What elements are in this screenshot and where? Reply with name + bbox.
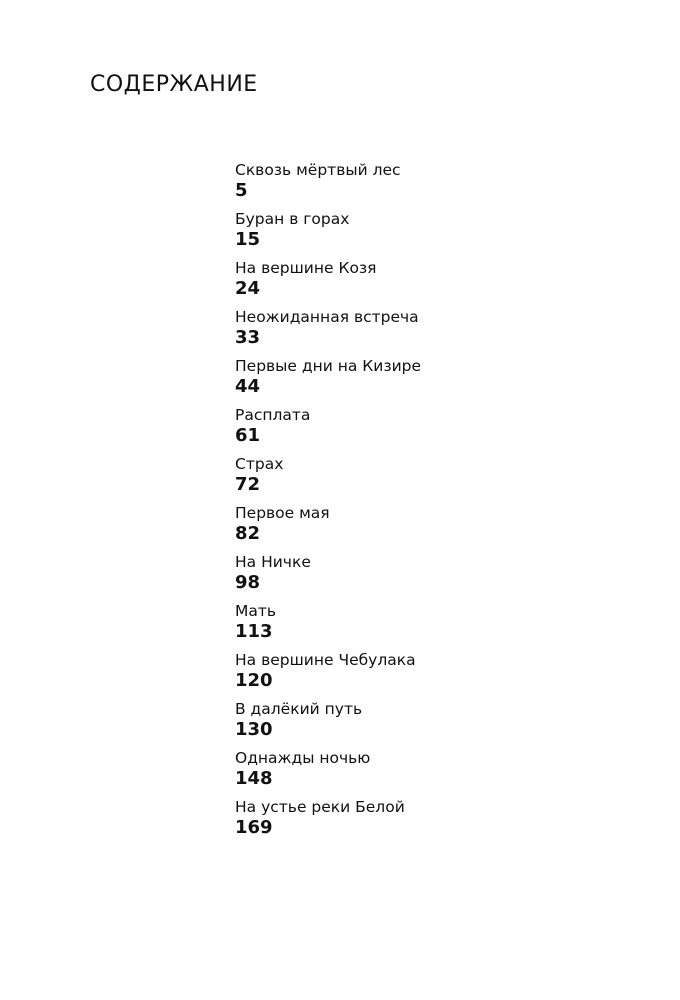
toc-entry bbox=[235, 650, 421, 699]
toc-entry-title: Неожиданная встреча bbox=[235, 308, 419, 326]
toc-entry bbox=[235, 748, 421, 797]
toc-entry-title: На вершине Козя bbox=[235, 259, 377, 277]
table-of-contents bbox=[235, 160, 421, 846]
toc-entry-page: 148 bbox=[235, 768, 273, 789]
toc-entry-page: 44 bbox=[235, 376, 261, 397]
toc-entry bbox=[235, 699, 421, 748]
toc-entry-title: Первое мая bbox=[235, 504, 330, 522]
toc-entry-title: На вершине Чебулака bbox=[235, 651, 416, 669]
toc-entry-page: 33 bbox=[235, 327, 261, 348]
toc-entry bbox=[235, 454, 421, 503]
toc-entry-title: Сквозь мёртвый лес bbox=[235, 161, 401, 179]
toc-entry bbox=[235, 356, 421, 405]
toc-entry-title: Первые дни на Кизире bbox=[235, 357, 422, 375]
toc-entry bbox=[235, 307, 421, 356]
toc-entry-page: 169 bbox=[235, 817, 273, 838]
toc-entry bbox=[235, 503, 421, 552]
toc-entry bbox=[235, 258, 421, 307]
toc-entry-page: 15 bbox=[235, 229, 261, 250]
toc-entry-page: 72 bbox=[235, 474, 261, 495]
toc-entry-page: 24 bbox=[235, 278, 261, 299]
toc-entry bbox=[235, 209, 421, 258]
toc-entry bbox=[235, 405, 421, 454]
toc-entry bbox=[235, 797, 421, 846]
page-title: СОДЕРЖАНИЕ bbox=[90, 72, 258, 97]
toc-entry-title: Буран в горах bbox=[235, 210, 350, 228]
toc-entry-title: Страх bbox=[235, 455, 284, 473]
toc-entry-page: 61 bbox=[235, 425, 261, 446]
toc-entry-page: 5 bbox=[235, 180, 248, 201]
toc-entry-page: 120 bbox=[235, 670, 273, 691]
toc-entry-page: 82 bbox=[235, 523, 261, 544]
toc-entry bbox=[235, 160, 421, 209]
toc-entry-page: 113 bbox=[235, 621, 273, 642]
toc-entry-page: 98 bbox=[235, 572, 261, 593]
toc-entry-title: Мать bbox=[235, 602, 277, 620]
toc-entry-page: 130 bbox=[235, 719, 273, 740]
toc-entry bbox=[235, 552, 421, 601]
toc-entry-title: На устье реки Белой bbox=[235, 798, 405, 816]
toc-entry-title: Однажды ночью bbox=[235, 749, 371, 767]
toc-entry-title: На Ничке bbox=[235, 553, 311, 571]
toc-entry-title: Расплата bbox=[235, 406, 311, 424]
toc-entry bbox=[235, 601, 421, 650]
toc-entry-title: В далёкий путь bbox=[235, 700, 363, 718]
